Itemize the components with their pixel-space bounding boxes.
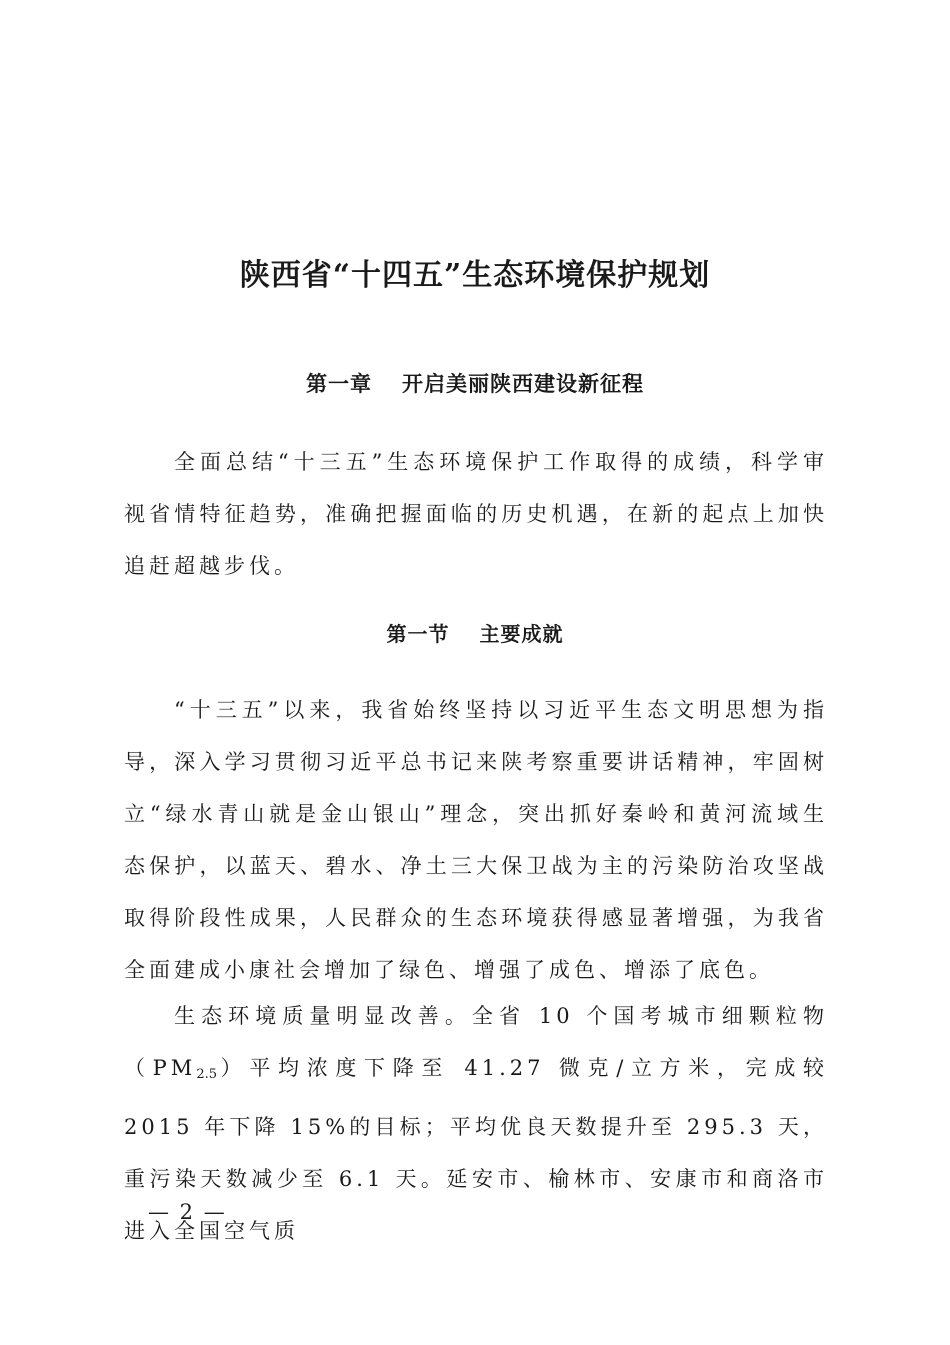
env-paragraph-text-1: 生态环境质量明显改善。全省 10 个国考城市细颗粒物（PM (124, 1004, 828, 1080)
section-number: 第一节 (386, 622, 450, 646)
page-number: — 2 — (148, 1200, 227, 1224)
env-paragraph-text-2: ）平均浓度下降至 41.27 微克/立方米，完成较 2015 年下降 15%的目标；平均优良天数提升至 295.3 天，重污染天数减少至 6.1 天。延安市、榆林市、安康市和商洛市进入全国空气质 (124, 1056, 828, 1243)
document-title: 陕西省“十四五”生态环境保护规划 (239, 258, 711, 293)
pm-subscript: 2.5 (196, 1067, 217, 1082)
chapter-name: 开启美丽陕西建设新征程 (402, 371, 644, 396)
environment-quality-paragraph (124, 990, 828, 1257)
intro-paragraph: 全面总结“十三五”生态环境保护工作取得的成绩，科学审视省情特征趋势，准确把握面临的历史机遇，在新的起点上加快追赶超越步伐。 (124, 450, 828, 578)
section-heading (0, 616, 950, 652)
section-name: 主要成就 (479, 622, 564, 646)
chapter-number: 第一章 (306, 371, 372, 396)
chapter-heading (0, 366, 950, 402)
achievements-paragraph: “十三五”以来，我省始终坚持以习近平生态文明思想为指导，深入学习贯彻习近平总书记来陕考察重要讲话精神，牢固树立“绿水青山就是金山银山”理念，突出抓好秦岭和黄河流域生态保护，以蓝天、碧水、净土三大保卫战为主的污染防治攻坚战取得阶段性成果，人民群众的生态环境获得感显著增强，为我省全面建成小康社会增加了绿色、增强了成色、增添了底色。 (124, 698, 828, 982)
